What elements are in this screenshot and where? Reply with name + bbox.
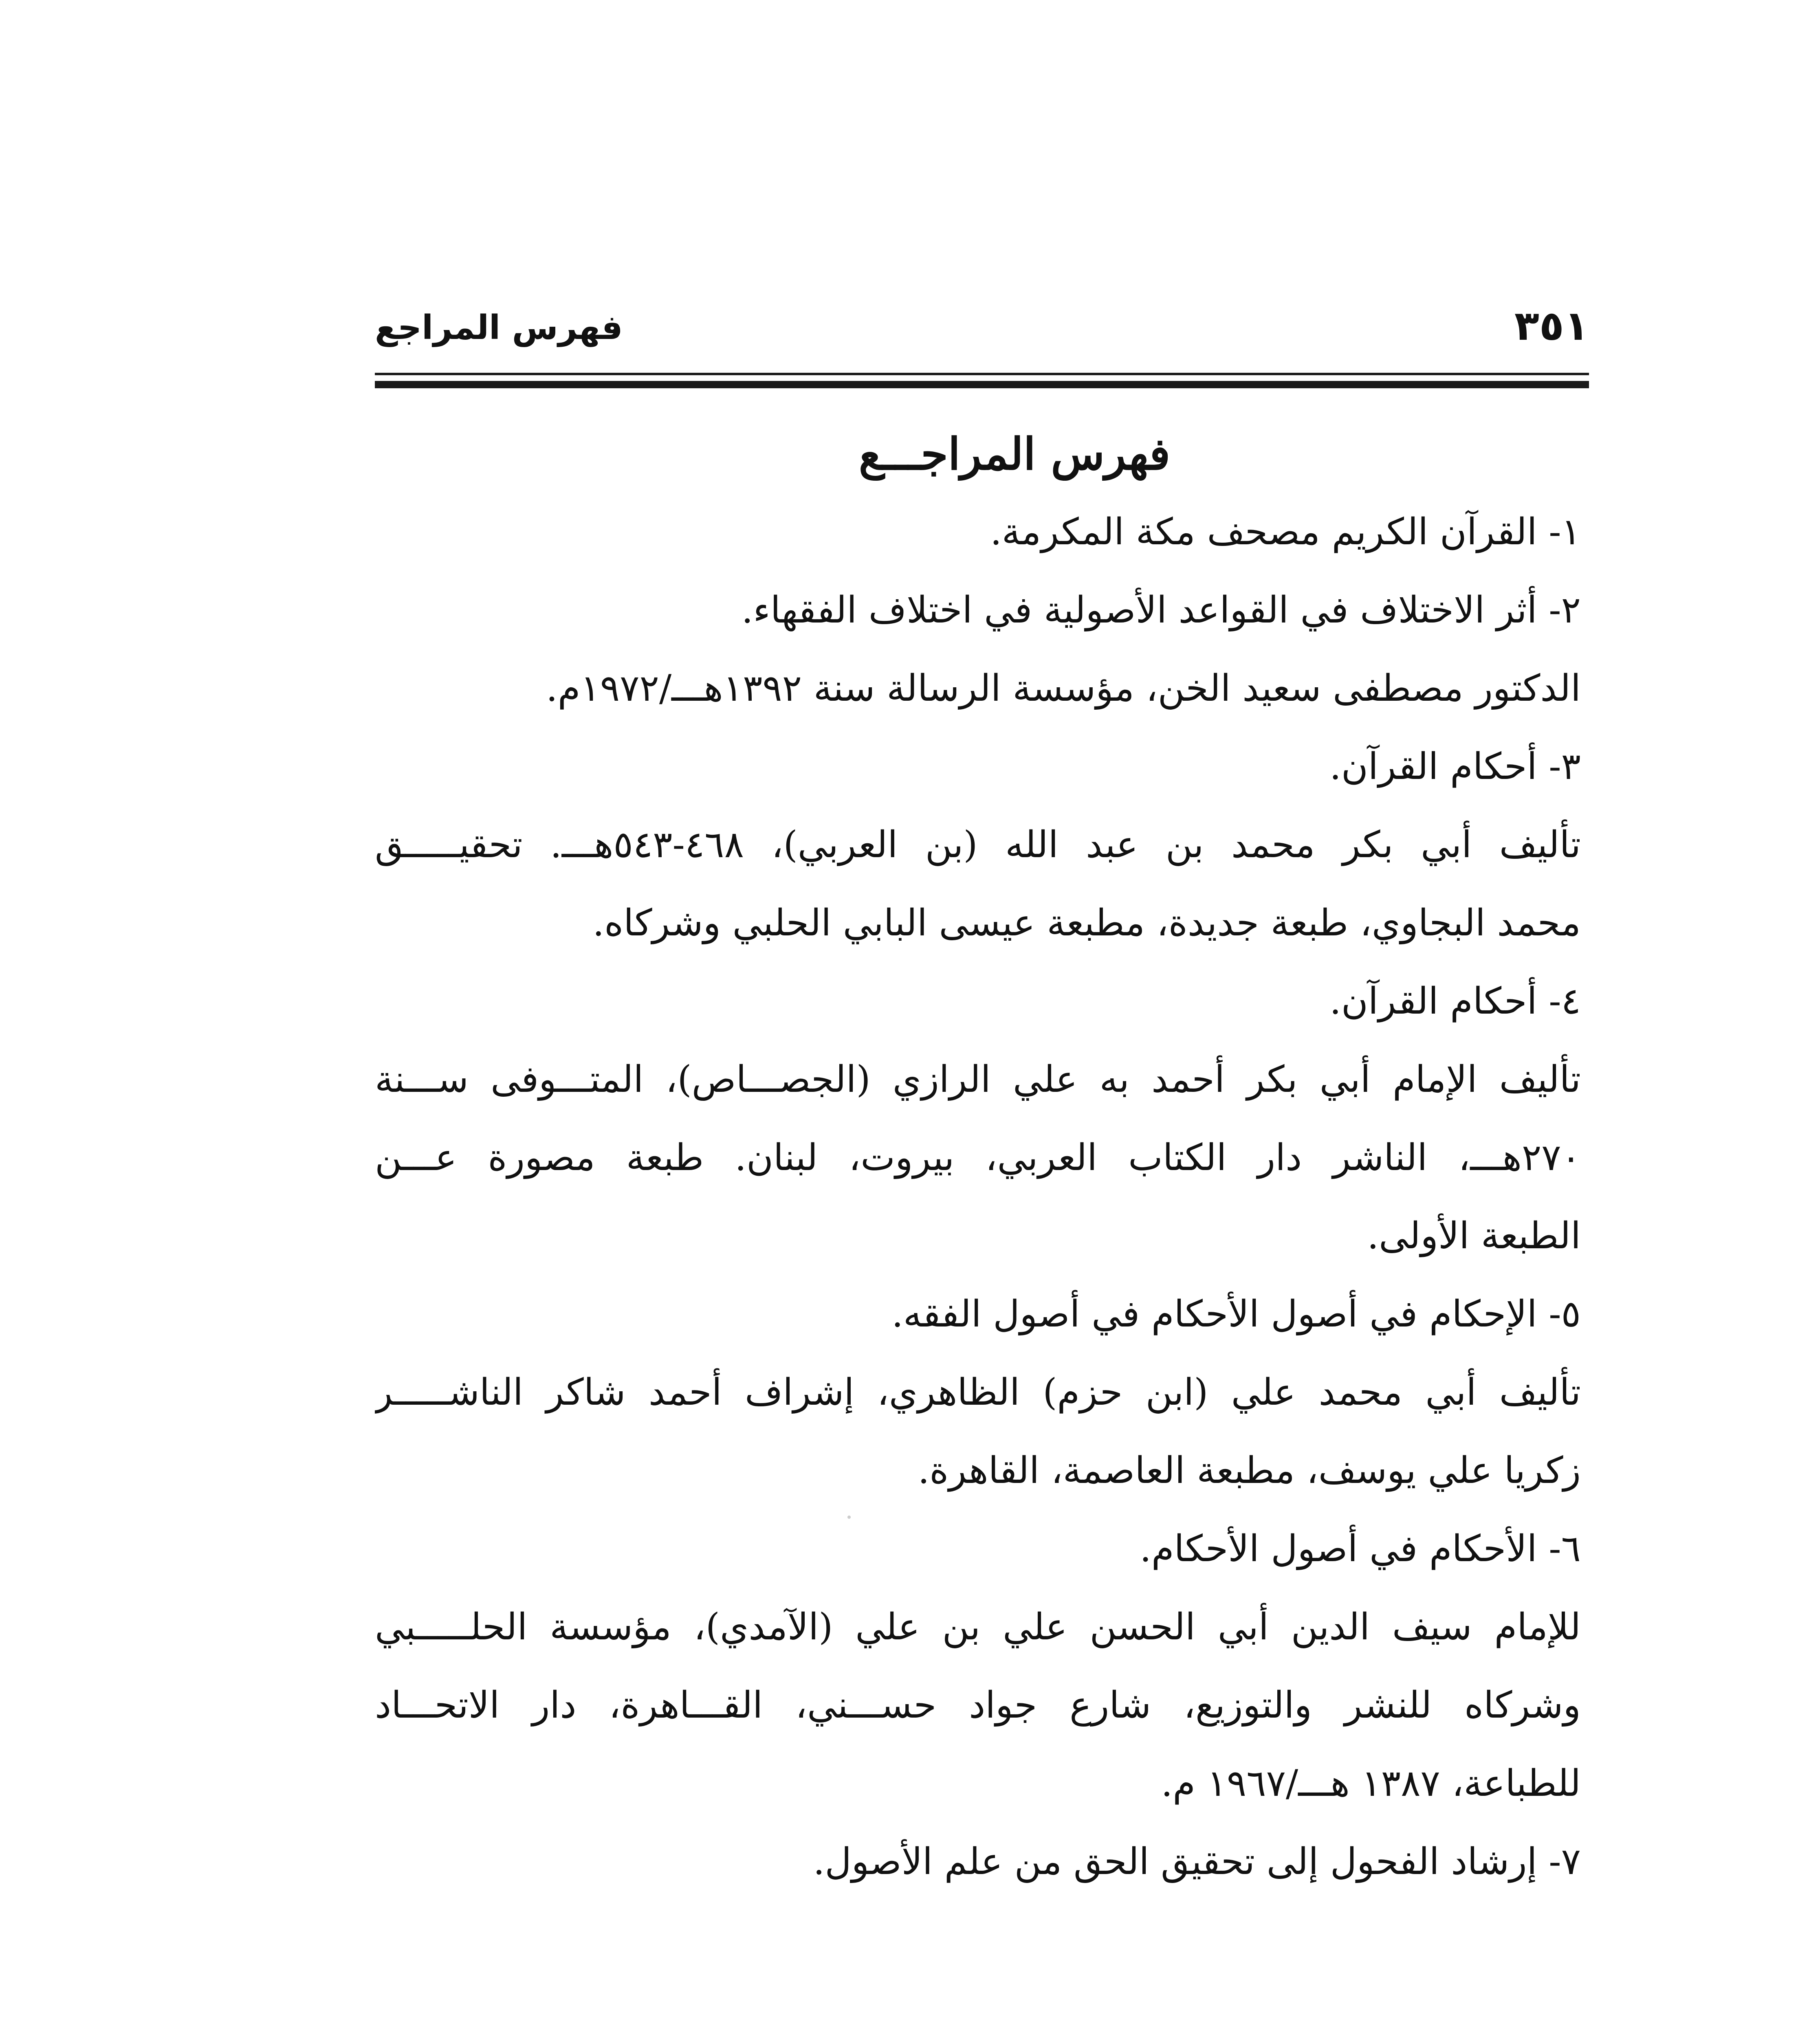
reference-entry-6: ٦- الأحكام في أصول الأحكام. — [1140, 1527, 1581, 1570]
reference-detail: تأليف أبي محمد علي (ابن حزم) الظاهري، إشراف أحمد شاكر الناشـــــر — [375, 1371, 1581, 1414]
references-body — [375, 420, 1581, 1901]
reference-entry-7: ٧- إرشاد الفحول إلى تحقيق الحق من علم الأصول. — [813, 1840, 1581, 1883]
scan-speck — [847, 1516, 851, 1519]
reference-entry-1: ١- القرآن الكريم مصحف مكة المكرمة. — [990, 510, 1581, 553]
reference-detail: ٢٧٠هـــ، الناشر دار الكتاب العربي، بيروت، لبنان. طبعة مصورة عـــن — [375, 1136, 1581, 1179]
reference-detail: للطباعة، ١٣٨٧ هـــ/١٩٦٧ م. — [1161, 1762, 1581, 1805]
reference-detail: للإمام سيف الدين أبي الحسن علي بن علي (الآمدي)، مؤسسة الحلـــــبي — [375, 1606, 1581, 1648]
reference-entry-2: ٢- أثر الاختلاف في القواعد الأصولية في اختلاف الفقهاء. — [741, 589, 1581, 631]
running-header — [375, 304, 1589, 365]
reference-detail: تأليف الإمام أبي بكر أحمد به علي الرازي (الجصـــاص)، المتـــوفى ســـنة — [375, 1058, 1581, 1101]
reference-detail: تأليف أبي بكر محمد بن عبد الله (بن العربي)، ٤٦٨-٥٤٣هـــ. تحقيـــــق — [375, 823, 1581, 866]
section-heading: فهرس المراجـــع — [858, 429, 1171, 480]
page-number: ٣٥١ — [1514, 302, 1589, 350]
reference-entry-3: ٣- أحكام القرآن. — [1329, 745, 1581, 788]
reference-entry-4: ٤- أحكام القرآن. — [1329, 980, 1581, 1023]
reference-detail: وشركاه للنشر والتوزيع، شارع جواد حســـني، القـــاهرة، دار الاتحـــاد — [375, 1684, 1581, 1727]
header-rule-thick — [375, 381, 1589, 388]
reference-detail: محمد البجاوي، طبعة جديدة، مطبعة عيسى البابي الحلبي وشركاه. — [592, 902, 1581, 944]
reference-detail: الطبعة الأولى. — [1367, 1214, 1581, 1257]
reference-entry-5: ٥- الإحكام في أصول الأحكام في أصول الفقه. — [891, 1293, 1581, 1335]
reference-detail: زكريا علي يوسف، مطبعة العاصمة، القاهرة. — [918, 1449, 1581, 1492]
running-header-title: فهرس المراجع — [375, 308, 623, 347]
header-rule-thin — [375, 373, 1589, 375]
reference-detail: الدكتور مصطفى سعيد الخن، مؤسسة الرسالة سنة ١٣٩٢هـــ/١٩٧٢م. — [546, 667, 1581, 710]
